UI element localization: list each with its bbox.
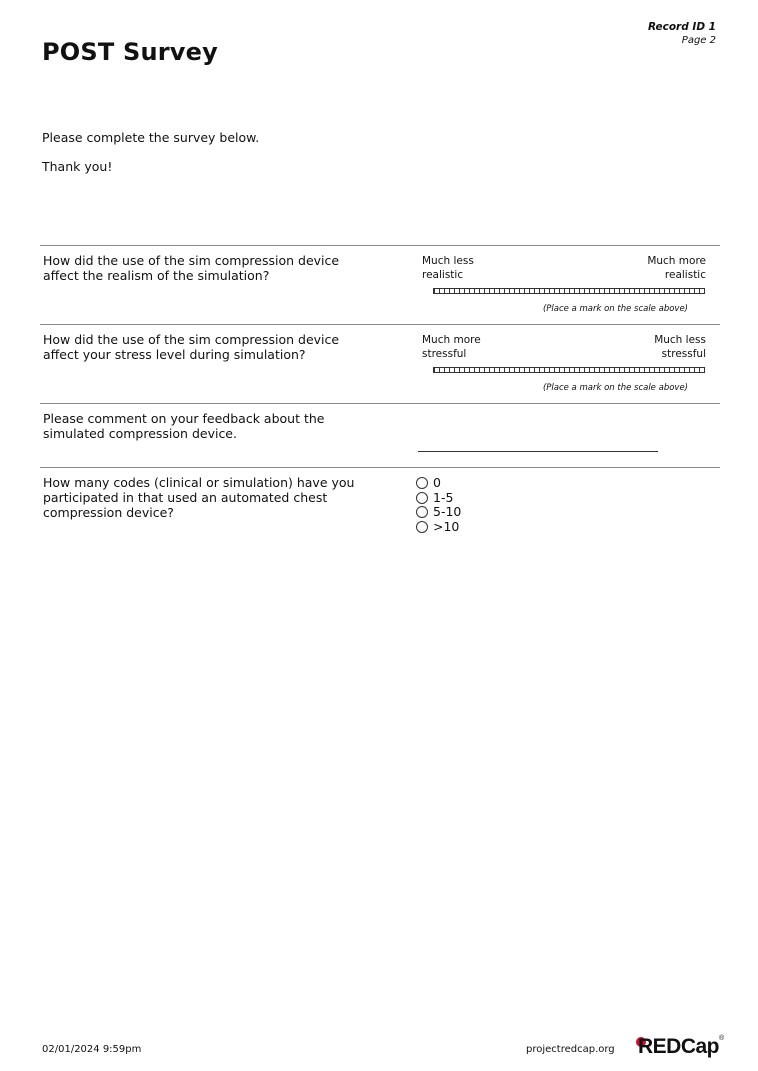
question-codes: [40, 467, 720, 538]
radio-options: [416, 476, 461, 534]
comment-field[interactable]: [418, 451, 658, 452]
scale-right-label: Much more realistic: [647, 255, 706, 281]
radio-button-icon[interactable]: [416, 506, 428, 518]
logo-registered-mark: ®: [719, 1035, 724, 1042]
option-label: 5-10: [433, 504, 462, 519]
option-label: 0: [433, 475, 441, 490]
visual-analog-scale[interactable]: [433, 367, 705, 373]
page-title: POST Survey: [42, 38, 218, 66]
logo-text: REDCap: [638, 1035, 720, 1058]
radio-option-gt10[interactable]: [416, 520, 461, 535]
scale-right-label: Much less stressful: [654, 334, 706, 360]
radio-button-icon[interactable]: [416, 521, 428, 533]
record-info: [648, 20, 716, 48]
redcap-logo: [636, 1035, 724, 1059]
intro-line-1: Please complete the survey below.: [42, 130, 260, 145]
question-text: How did the use of the sim compression device affect the realism of the simulation?: [43, 253, 340, 283]
footer-site: projectredcap.org: [526, 1044, 615, 1055]
question-realism: [40, 245, 720, 324]
radio-option-1-5[interactable]: [416, 491, 461, 506]
radio-option-0[interactable]: [416, 476, 461, 491]
radio-button-icon[interactable]: [416, 492, 428, 504]
question-text: Please comment on your feedback about the simulated compression device.: [43, 411, 325, 441]
radio-option-5-10[interactable]: [416, 505, 461, 520]
question-stress: [40, 324, 720, 403]
footer-date: 02/01/2024 9:59pm: [42, 1044, 142, 1055]
intro-line-2: Thank you!: [42, 159, 113, 174]
scale-left-label: Much less realistic: [422, 255, 474, 281]
radio-button-icon[interactable]: [416, 477, 428, 489]
question-text: How did the use of the sim compression device affect your stress level during simulation?: [43, 332, 340, 362]
scale-hint: (Place a mark on the scale above): [542, 304, 688, 314]
option-label: >10: [433, 518, 460, 534]
question-comment: [40, 403, 720, 467]
scale-left-label: Much more stressful: [422, 334, 481, 360]
question-text: How many codes (clinical or simulation) have you participated in that used an automated chest compression device?: [43, 475, 355, 520]
record-id: Record ID 1: [647, 21, 716, 33]
visual-analog-scale[interactable]: [433, 288, 705, 294]
scale-hint: (Place a mark on the scale above): [542, 383, 688, 393]
page-number: Page 2: [681, 35, 716, 46]
intro-text: [42, 130, 259, 188]
option-label: 1-5: [433, 489, 454, 505]
